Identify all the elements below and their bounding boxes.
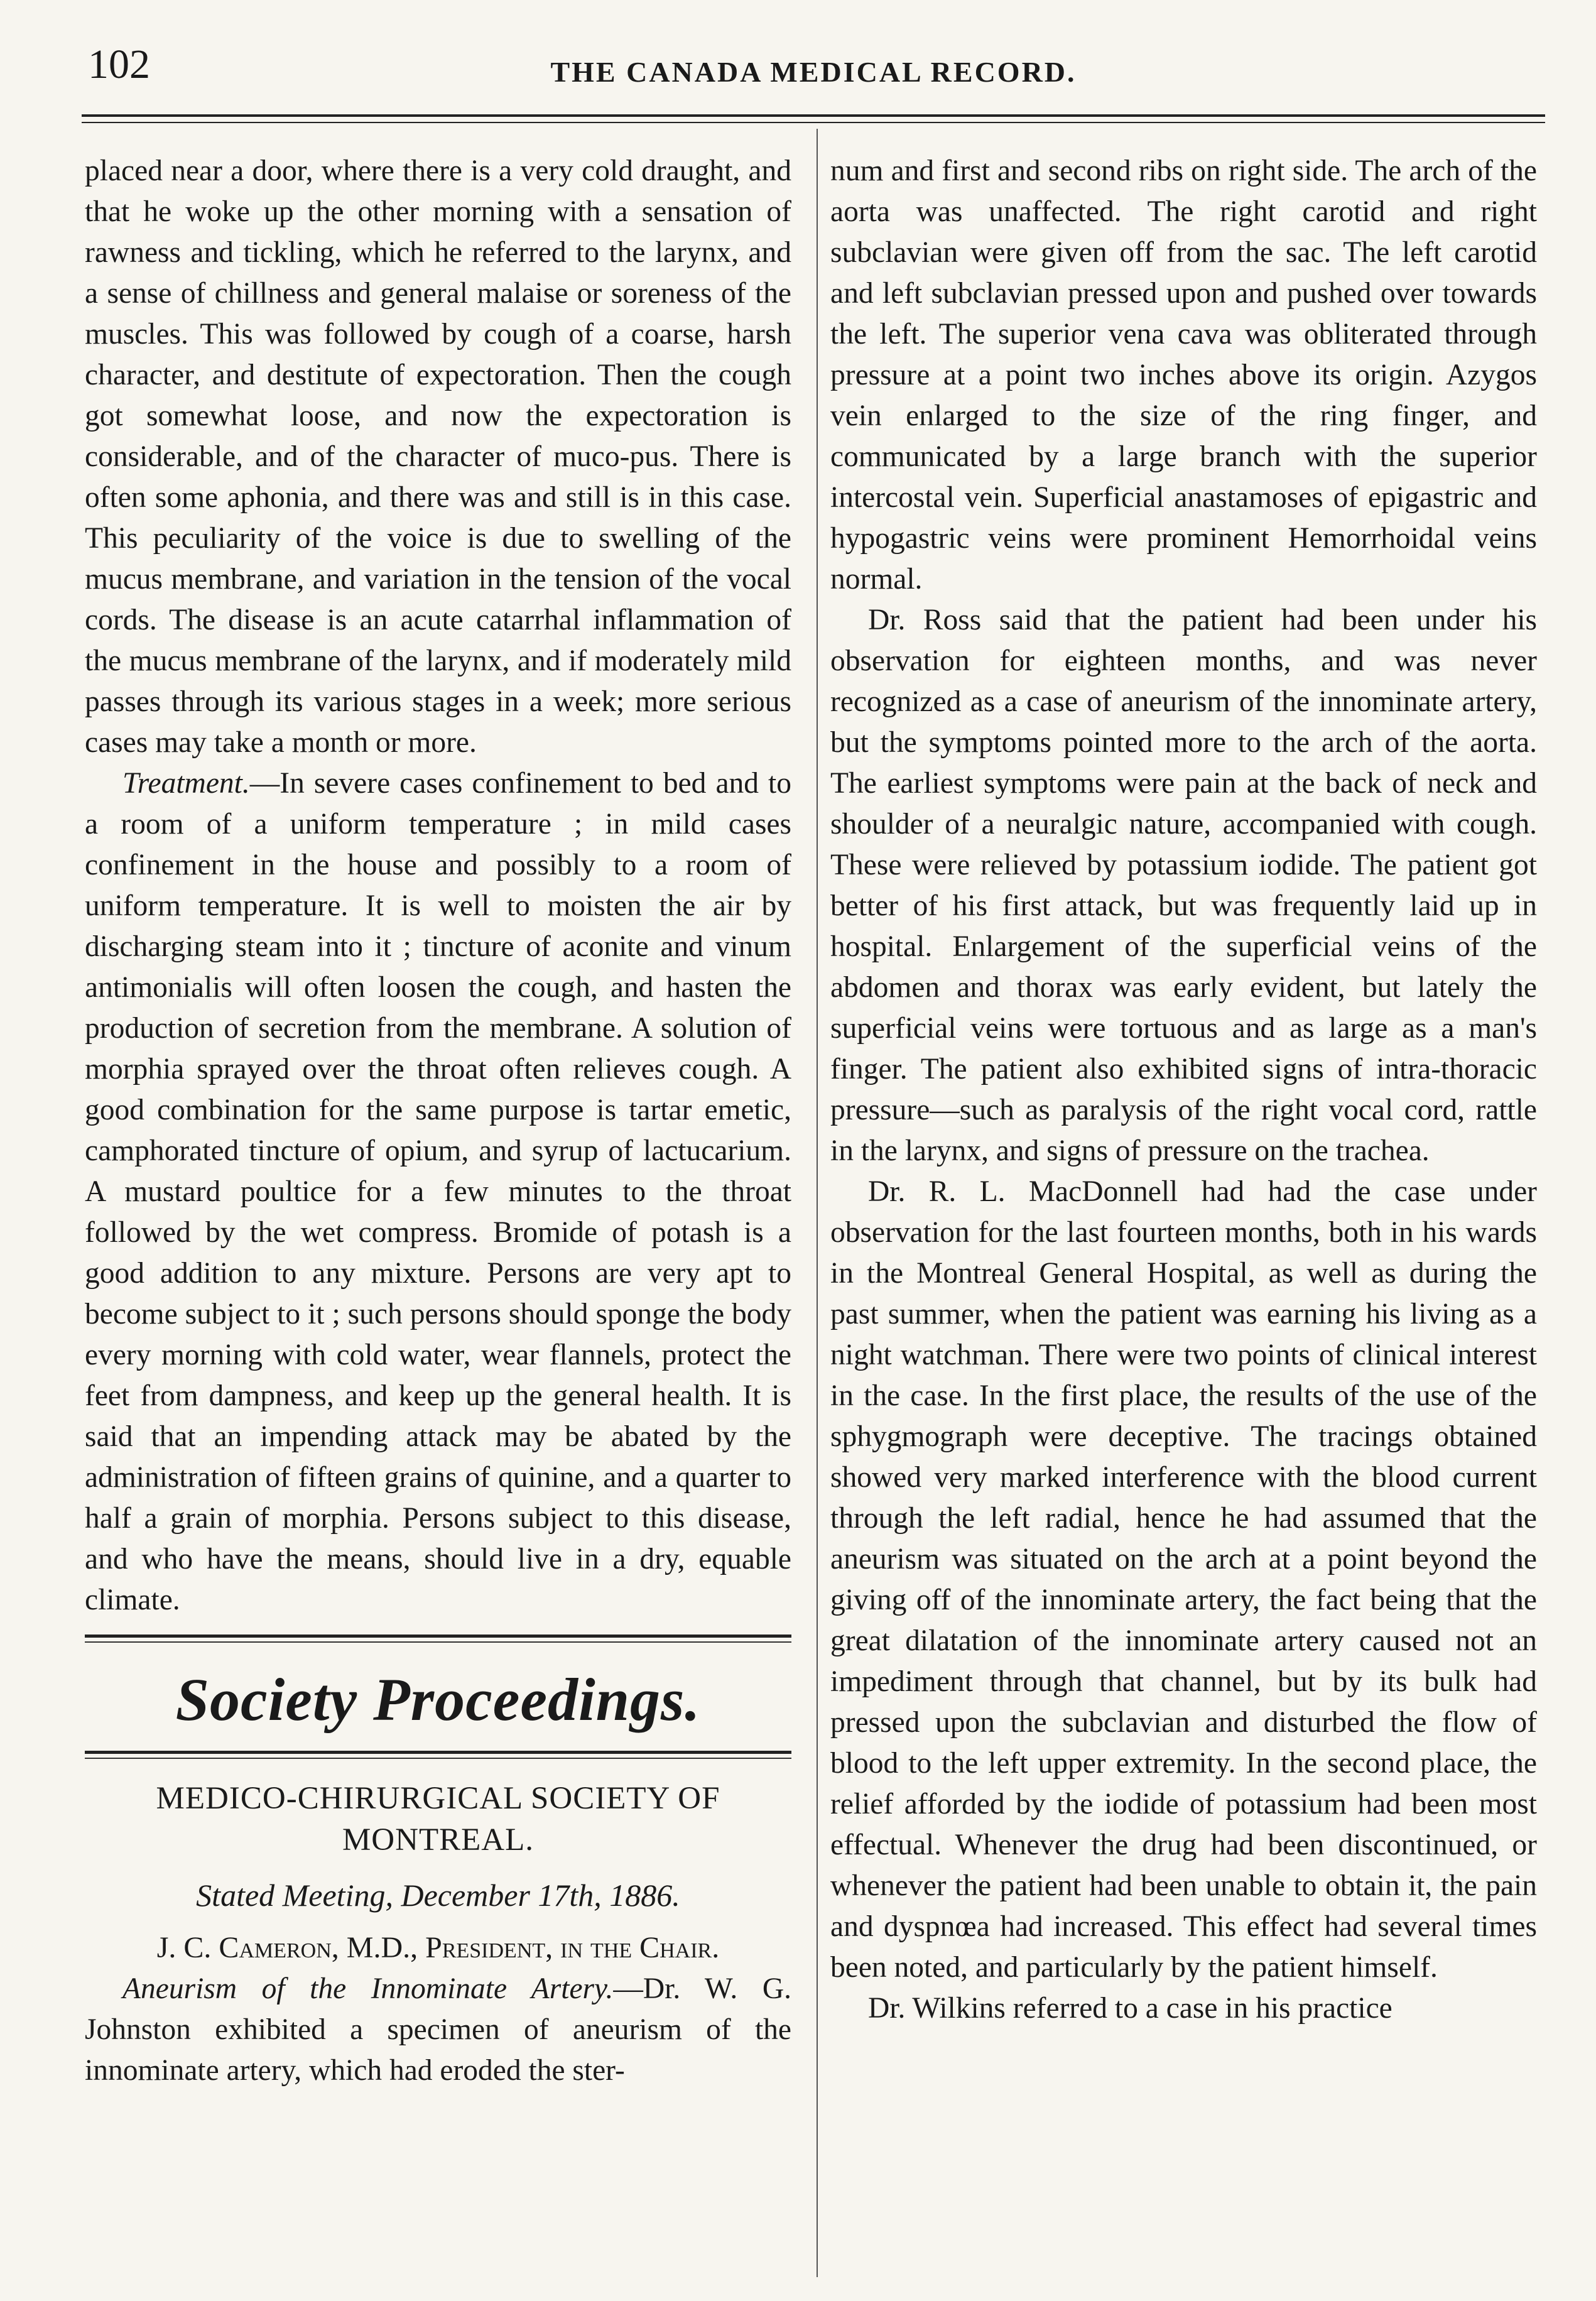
meeting-date: Stated Meeting, December 17th, 1886. xyxy=(196,1878,680,1913)
aneurism-paragraph xyxy=(85,1969,791,2091)
header-rule-thin xyxy=(82,122,1545,123)
treatment-lead: Treatment. xyxy=(122,767,250,800)
column-divider xyxy=(817,129,818,2277)
paragraph: Dr. R. L. MacDonnell had had the case under observation for the last fourteen months, both in his wards in the Montreal General Hospital, as well as during the past summer, when the patient was earning his living as a night watchman. There were two points of clinical interest in the case. In the first place, the results of the use of the sphygmograph were deceptive. The tracings obtained showed very marked interference with the blood current through the left radial, hence he had assumed that the aneurism was situated on the arch at a point beyond the giving off of the innominate artery, the fact being that the great dilatation of the innominate artery caused not an impediment through that channel, but by its bulk had pressed upon the subclavian and disturbed the flow of blood to the left upper extremity. In the second place, the relief afforded by the iodide of potassium had been most effectual. Whenever the drug had been discontinued, or whenever the patient had been unable to obtain it, the pain and dyspnœa had increased. This effect had several times been noted, and particularly by the patient himself. xyxy=(830,1175,1537,1984)
left-column xyxy=(85,151,791,2091)
aneurism-lead: Aneurism of the Innominate Artery. xyxy=(122,1972,614,2005)
page-number: 102 xyxy=(88,41,150,87)
running-title: THE CANADA MEDICAL RECORD. xyxy=(550,56,1077,88)
chair-line: J. C. Cameron, M.D., President, in the Chair. xyxy=(156,1931,720,1964)
society-title: MEDICO-CHIRURGICAL SOCIETY OF MONTREAL. xyxy=(156,1781,720,1858)
treatment-body: —In severe cases confinement to bed and to a room of a uniform temperature ; in mild cases confinement in the house and possibly to a room of uniform temperature. It is well to moisten the air by discharging steam into it ; tincture of aconite and vinum antimonialis will often loosen the cough, and hasten the production of secretion from the membrane. A solution of morphia sprayed over the throat often relieves cough. A good combination for the same purpose is tartar emetic, camphorated tincture of opium, and syrup of lactucarium. A mustard poultice for a few minutes to the throat followed by the wet compress. Bromide of potash is a good addition to any mixture. Persons are very apt to become subject to it ; such persons should sponge the body every morning with cold water, wear flannels, protect the feet from dampness, and keep up the general health. It is said that an impending attack may be abated by the administration of fifteen grains of quinine, and a quarter to half a grain of morphia. Persons subject to this disease, and who have the means, should live in a dry, equable climate. xyxy=(85,767,791,1616)
section-rule-top-thin xyxy=(85,1641,791,1643)
right-column xyxy=(830,151,1537,2029)
paragraph: num and first and second ribs on right side. The arch of the aorta was unaffected. The right carotid and right subclavian were given off from the sac. The left carotid and left subclavian pressed upon and pushed over towards the left. The superior vena cava was obliterated through pressure at a point two inches above its origin. Azygos vein enlarged to the size of the ring finger, and communicated by a large branch with the superior intercostal vein. Superficial anastamoses of epigastric and hypogastric veins were prominent Hemorrhoidal veins normal. xyxy=(830,155,1537,596)
section-rule-bottom-thin xyxy=(85,1758,791,1759)
page-header xyxy=(82,41,1545,101)
aneurism-body: —Dr. W. G. Johnston exhibited a specimen of aneurism of the innominate artery, which had eroded the ster- xyxy=(85,1972,792,2087)
paragraph: Dr. Wilkins referred to a case in his practice xyxy=(868,1992,1392,2025)
section-heading: Society Proceedings. xyxy=(175,1666,701,1733)
paragraph: Dr. Ross said that the patient had been under his observation for eighteen months, and was never recognized as a case of aneurism of the innominate artery, but the symptoms pointed more to the arch of the aorta. The earliest symptoms were pain at the back of neck and shoulder of a neuralgic nature, accompanied with cough. These were relieved by potassium iodide. The patient got better of his first attack, but was frequently laid up in hospital. Enlargement of the superficial veins of the abdomen and thorax was early evident, but lately the superficial veins were tortuous and as large as a man's finger. The patient also exhibited signs of intra-thoracic pressure—such as paralysis of the right vocal cord, rattle in the larynx, and signs of pressure on the trachea. xyxy=(830,604,1537,1167)
header-rule xyxy=(82,114,1545,117)
paragraph: placed near a door, where there is a very cold draught, and that he woke up the other morning with a sensation of rawness and tickling, which he referred to the larynx, and a sense of chillness and general malaise or soreness of the muscles. This was followed by cough of a coarse, harsh character, and destitute of expectoration. Then the cough got somewhat loose, and now the expectoration is considerable, and of the character of muco-pus. There is often some aphonia, and there was and still is in this case. This peculiarity of the voice is due to swelling of the mucus membrane, and variation in the tension of the vocal cords. The disease is an acute catarrhal inflammation of the mucus membrane of the larynx, and if moderately mild passes through its various stages in a week; more serious cases may take a month or more. xyxy=(85,155,791,759)
treatment-paragraph xyxy=(85,763,791,1621)
